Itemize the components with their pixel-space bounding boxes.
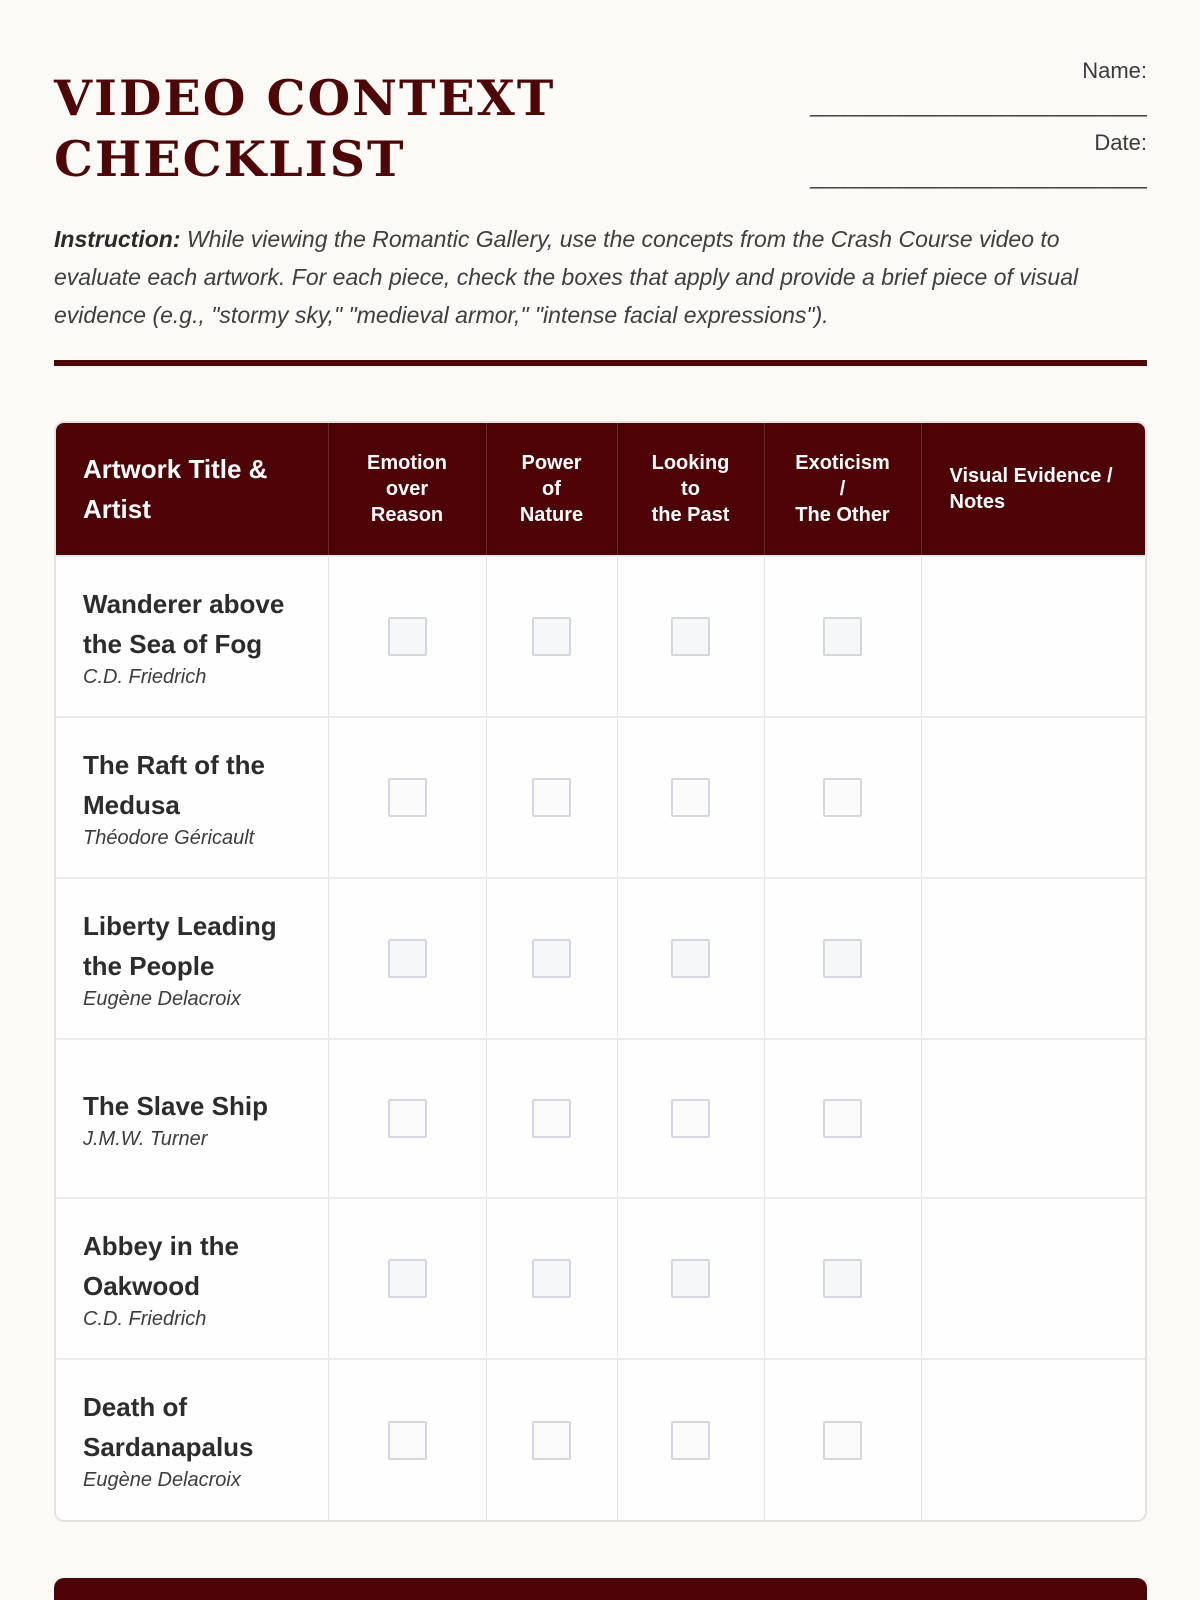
past-checkbox[interactable] [671,939,710,978]
artwork-artist: Eugène Delacroix [83,987,241,1010]
past-checkbox[interactable] [671,1421,710,1460]
date-field[interactable]: ______________________________ [809,164,1147,189]
page-header [54,56,1147,196]
exoticism-checkbox[interactable] [823,1259,862,1298]
instruction-body: While viewing the Romantic Gallery, use the concepts from the Crash Course video to evaluate each artwork. For each piece, check the boxes that apply and provide a brief piece of visual evidence (e.g., "stormy sky," "medieval armor," "intense facial expressions"). [54,226,1079,328]
notes-cell[interactable] [921,1039,1145,1198]
exoticism-checkbox[interactable] [823,778,862,817]
table-row [56,1039,1145,1198]
emotion-cell [328,556,486,717]
name-field[interactable]: ______________________________ [809,92,1147,117]
table-row [56,878,1145,1039]
notes-cell[interactable] [921,1359,1145,1520]
past-cell [617,556,764,717]
date-label: Date: [1094,130,1147,155]
header-emotion [328,423,486,556]
notes-cell[interactable] [921,556,1145,717]
student-fields [747,56,1147,200]
artwork-cell [56,1198,328,1359]
header-emotion-line: Reason [370,504,444,526]
nature-checkbox[interactable] [532,1421,571,1460]
artwork-artist: C.D. Friedrich [83,665,207,688]
past-checkbox[interactable] [671,1099,710,1138]
table-header-row [56,423,1145,556]
exoticism-cell [764,717,921,878]
footer-section-header [54,1578,1147,1600]
artwork-artist: J.M.W. Turner [83,1127,208,1150]
instruction-lead: Instruction: [54,226,181,252]
artwork-artist: C.D. Friedrich [83,1307,207,1330]
header-nature-line: of [542,478,561,500]
table-row [56,556,1145,717]
artwork-title: Liberty Leading the People [83,910,277,981]
nature-cell [486,1198,617,1359]
divider-rule [54,360,1147,366]
instruction-text [54,220,1147,334]
exoticism-checkbox[interactable] [823,1099,862,1138]
nature-checkbox[interactable] [532,617,571,656]
emotion-cell [328,1198,486,1359]
artwork-cell [56,556,328,717]
emotion-cell [328,1039,486,1198]
artwork-cell [56,878,328,1039]
past-checkbox[interactable] [671,617,710,656]
emotion-checkbox[interactable] [388,778,427,817]
header-past-line: Looking [651,452,730,474]
artwork-title: The Slave Ship [83,1090,268,1121]
past-checkbox[interactable] [671,778,710,817]
exoticism-cell [764,878,921,1039]
artwork-artist: Eugène Delacroix [83,1469,241,1491]
title-line-1: VIDEO CONTEXT [54,69,556,127]
nature-checkbox[interactable] [532,778,571,817]
nature-cell [486,1039,617,1198]
past-checkbox[interactable] [671,1259,710,1298]
nature-cell [486,717,617,878]
exoticism-cell [764,1198,921,1359]
exoticism-cell [764,1359,921,1520]
table-row [56,1198,1145,1359]
exoticism-cell [764,1039,921,1198]
emotion-checkbox[interactable] [388,1259,427,1298]
past-cell [617,1198,764,1359]
emotion-checkbox[interactable] [388,1099,427,1138]
exoticism-cell [764,556,921,717]
notes-cell[interactable] [921,717,1145,878]
artwork-cell [56,1039,328,1198]
header-past-line: to [681,478,700,500]
emotion-checkbox[interactable] [388,939,427,978]
artwork-title: Wanderer above the Sea of Fog [83,588,285,659]
table-row [56,1359,1145,1520]
nature-cell [486,878,617,1039]
table-row [56,717,1145,878]
nature-checkbox[interactable] [532,939,571,978]
artwork-cell [56,717,328,878]
artwork-cell [56,1359,328,1520]
header-nature-line: Nature [519,504,584,526]
page-title [54,68,654,190]
artwork-title: Abbey in the Oakwood [83,1230,240,1301]
nature-checkbox[interactable] [532,1259,571,1298]
header-exoticism [764,423,921,556]
header-emotion-line: Emotion [367,452,447,474]
notes-cell[interactable] [921,1198,1145,1359]
artwork-title: Death of Sardanapalus [83,1392,254,1462]
past-cell [617,1039,764,1198]
header-nature [486,423,617,556]
emotion-cell [328,1359,486,1520]
header-exoticism-line: The Other [795,504,890,526]
emotion-cell [328,878,486,1039]
emotion-checkbox[interactable] [388,1421,427,1460]
nature-cell [486,1359,617,1520]
header-artwork: Artwork Title & Artist [56,423,328,556]
header-exoticism-line: / [839,478,846,500]
header-exoticism-line: Exoticism [795,452,890,474]
exoticism-checkbox[interactable] [823,1421,862,1460]
title-line-2: CHECKLIST [54,130,406,188]
header-past-line: the Past [651,504,730,526]
exoticism-checkbox[interactable] [823,939,862,978]
checklist-table [54,421,1147,1522]
exoticism-checkbox[interactable] [823,617,862,656]
header-emotion-line: over [385,478,429,500]
past-cell [617,1359,764,1520]
past-cell [617,717,764,878]
emotion-cell [328,717,486,878]
nature-checkbox[interactable] [532,1099,571,1138]
artwork-artist: Théodore Géricault [83,826,255,849]
header-past [617,423,764,556]
emotion-checkbox[interactable] [388,617,427,656]
past-cell [617,878,764,1039]
header-nature-line: Power [521,452,582,474]
header-notes: Visual Evidence / Notes [921,423,1145,556]
artwork-title: The Raft of the Medusa [83,749,265,820]
notes-cell[interactable] [921,878,1145,1039]
nature-cell [486,556,617,717]
name-label: Name: [1082,58,1147,83]
